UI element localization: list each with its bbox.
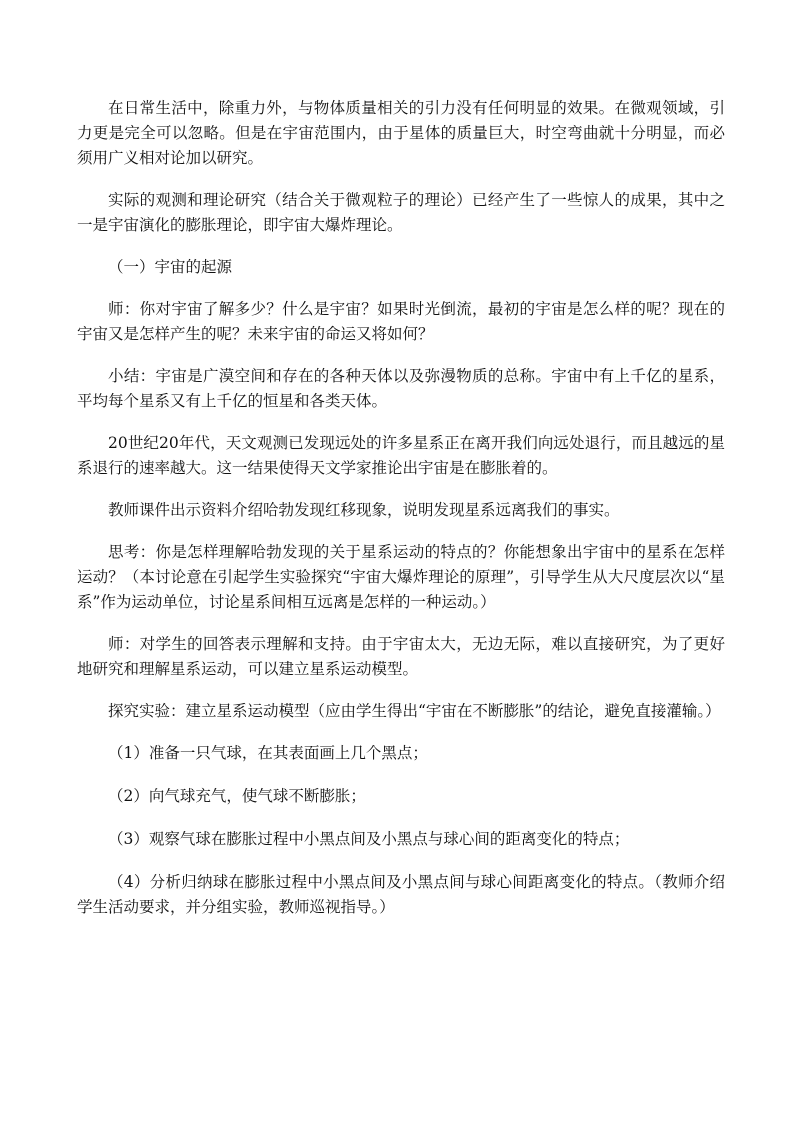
paragraph-summary: 小结：宇宙是广漠空间和存在的各种天体以及弥漫物质的总称。宇宙中有上千亿的星系，平均每个星系又有上千亿的恒星和各类天体。	[77, 367, 725, 410]
paragraph-1920s-observation: 20世纪20年代，天文观测已发现远处的许多星系正在离开我们向远处退行，而且越远的星系退行的速率越大。这一结果使得天文学家推论出宇宙是在膨胀着的。	[77, 434, 725, 477]
paragraph-intro-gravity: 在日常生活中，除重力外，与物体质量相关的引力没有任何明显的效果。在微观领域，引力更是完全可以忽略。但是在宇宙范围内，由于星体的质量巨大，时空弯曲就十分明显，而必须用广义相对论加以研究。	[77, 99, 725, 167]
section-heading-origin: （一）宇宙的起源	[108, 258, 233, 276]
experiment-step-3: （3）观察气球在膨胀过程中小黑点间及小黑点与球心间的距离变化的特点；	[108, 830, 630, 848]
paragraph-teacher-questions: 师：你对宇宙了解多少？什么是宇宙？如果时光倒流，最初的宇宙是怎么样的呢？现在的宇宙又是怎样产生的呢？未来宇宙的命运又将如何？	[77, 300, 725, 343]
paragraph-experiment-intro: 探究实验：建立星系运动模型（应由学生得出“宇宙在不断膨胀”的结论，避免直接灌输。）	[108, 702, 721, 720]
paragraph-thinking-question: 思考：你是怎样理解哈勃发现的关于星系运动的特点的？你能想象出宇宙中的星系在怎样运动？（本讨论意在引起学生实验探究“宇宙大爆炸理论的原理”，引导学生从大尺度层次以“星系”作为运动单位，讨论星系间相互远离是怎样的一种运动。）	[77, 543, 725, 611]
experiment-step-2: （2）向气球充气，使气球不断膨胀；	[108, 787, 366, 805]
paragraph-big-bang-theory: 实际的观测和理论研究（结合关于微观粒子的理论）已经产生了一些惊人的成果，其中之一是宇宙演化的膨胀理论，即宇宙大爆炸理论。	[77, 191, 725, 234]
paragraph-hubble-redshift: 教师课件出示资料介绍哈勃发现红移现象，说明发现星系远离我们的事实。	[108, 501, 620, 519]
document-body	[77, 96, 725, 920]
paragraph-teacher-model: 师：对学生的回答表示理解和支持。由于宇宙太大，无边无际，难以直接研究，为了更好地研究和理解星系运动，可以建立星系运动模型。	[77, 635, 725, 678]
experiment-step-1: （1）准备一只气球，在其表面画上几个黑点；	[108, 744, 428, 762]
experiment-step-4: （4）分析归纳球在膨胀过程中小黑点间及小黑点间与球心间距离变化的特点。（教师介绍学生活动要求，并分组实验，教师巡视指导。）	[77, 873, 725, 916]
